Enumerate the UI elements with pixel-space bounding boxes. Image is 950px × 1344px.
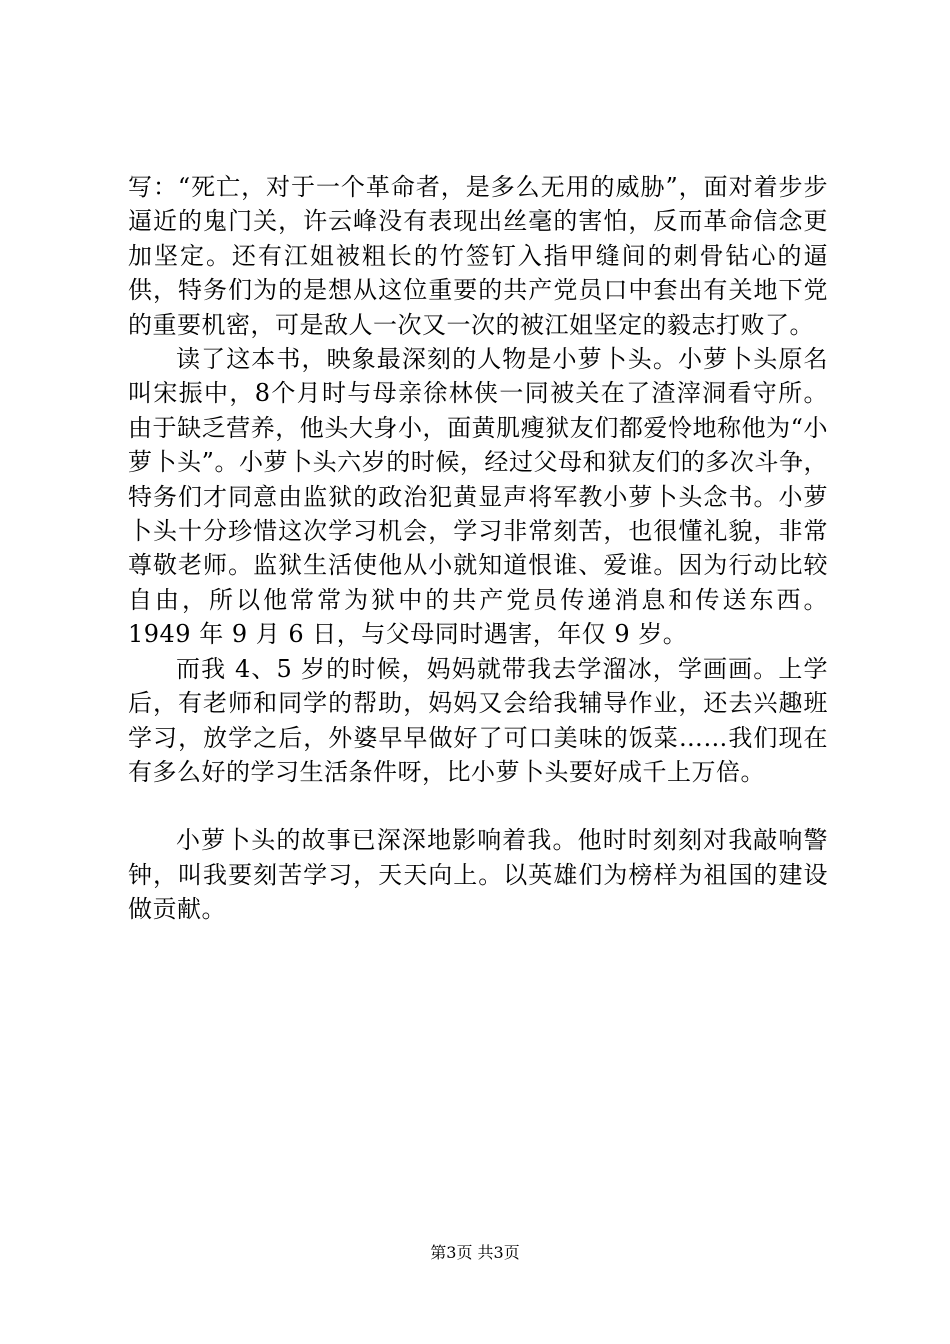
paragraph-2: 读了这本书，映象最深刻的人物是小萝卜头。小萝卜头原名叫宋振中，8个月时与母亲徐林侠一同被关在了渣滓洞看守所。由于缺乏营养，他头大身小，面黄肌瘦狱友们都爱怜地称他为“小萝卜头”。小萝卜头六岁的时候，经过父母和狱友们的多次斗争，特务们才同意由监狱的政治犯黄显声将军教小萝卜头念书。小萝卜头十分珍惜这次学习机会，学习非常刻苦，也很懂礼貌，非常尊敬老师。监狱生活使他从小就知道恨谁、爱谁。因为行动比较自由，所以他常常为狱中的共产党员传递消息和传送东西。1949 年 9 月 6 日，与父母同时遇害，年仅 9 岁。 bbox=[128, 345, 828, 649]
document-body bbox=[128, 170, 828, 927]
page-footer: 第3页 共3页 bbox=[430, 1243, 520, 1262]
paragraph-3: 而我 4、5 岁的时候，妈妈就带我去学溜冰，学画画。上学后，有老师和同学的帮助，妈妈又会给我辅导作业，还去兴趣班学习，放学之后，外婆早早做好了可口美味的饭菜……我们现在有多么好的学习生活条件呀，比小萝卜头要好成千上万倍。 bbox=[128, 654, 828, 786]
paragraph-4: 小萝卜头的故事已深深地影响着我。他时时刻刻对我敲响警钟，叫我要刻苦学习，天天向上。以英雄们为榜样为祖国的建设做贡献。 bbox=[128, 826, 828, 924]
paragraph-1: 写：“死亡，对于一个革命者，是多么无用的威胁”，面对着步步逼近的鬼门关，许云峰没有表现出丝毫的害怕，反而革命信念更加坚定。还有江姐被粗长的竹签钉入指甲缝间的刺骨钻心的逼供，特务们为的是想从这位重要的共产党员口中套出有关地下党的重要机密，可是敌人一次又一次的被江姐坚定的毅志打败了。 bbox=[128, 173, 828, 339]
